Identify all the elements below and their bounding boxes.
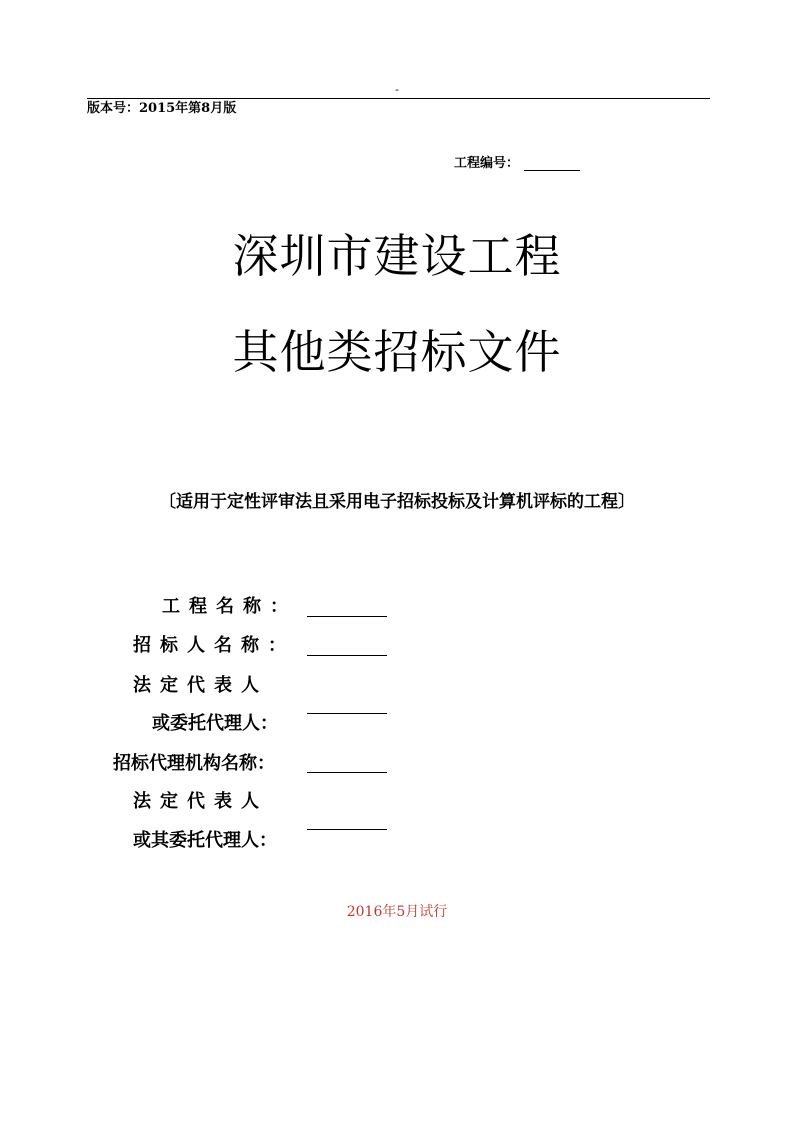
version-label: 版本号：2015年第8月版 <box>87 101 237 116</box>
authorized-agent-label-1: 或委托代理人： <box>152 713 278 734</box>
legal-rep-label-2: 法定代表人 <box>133 791 268 812</box>
project-name-label: 工程名称： <box>162 596 297 617</box>
legal-rep-blank-1 <box>307 713 387 714</box>
project-number-blank <box>524 170 580 171</box>
document-title-line-2: 其他类招标文件 <box>232 325 562 379</box>
authorized-agent-label-2: 或其委托代理人： <box>133 830 277 851</box>
scope-note: 〔适用于定性评审法且采用电子招标投标及计算机评标的工程〕 <box>159 492 635 512</box>
legal-rep-blank-2 <box>307 829 387 830</box>
legal-rep-label-1: 法定代表人 <box>133 675 268 696</box>
project-name-blank <box>307 616 387 617</box>
agency-name-blank <box>307 772 387 773</box>
tenderer-name-blank <box>307 655 387 656</box>
header-divider <box>87 98 710 99</box>
agency-name-label: 招标代理机构名称： <box>113 753 275 774</box>
header-mark: - <box>395 83 399 96</box>
document-title-line-1: 深圳市建设工程 <box>232 229 562 283</box>
trial-date: 2016年5月试行 <box>346 904 448 920</box>
project-number-label: 工程编号： <box>454 156 520 171</box>
tenderer-name-label: 招标人名称： <box>133 635 295 656</box>
